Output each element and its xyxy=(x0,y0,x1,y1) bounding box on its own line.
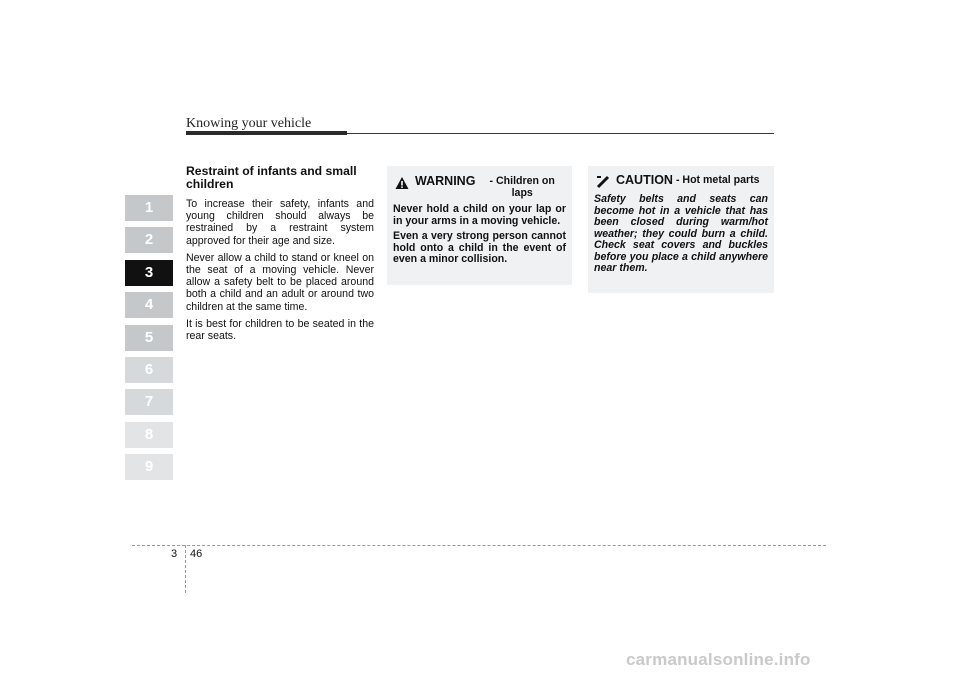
footer-divider xyxy=(185,545,186,593)
chapter-tab-9[interactable]: 9 xyxy=(125,454,173,480)
chapter-tab-7[interactable]: 7 xyxy=(125,389,173,415)
caution-box xyxy=(588,166,774,293)
warning-paragraph-1: Never hold a child on your lap or in your arms in a moving vehicle. xyxy=(393,203,566,227)
header-title: Knowing your vehicle xyxy=(186,116,312,131)
warning-paragraph-2: Even a very strong person cannot hold onto a child in the event of even a minor collision. xyxy=(393,230,566,265)
header-accent-bar xyxy=(186,131,347,135)
caution-subtitle: - Hot metal parts xyxy=(675,174,760,186)
chapter-tab-3[interactable]: 3 xyxy=(125,260,173,286)
caution-slash-icon xyxy=(596,175,610,189)
footer-page-number: 46 xyxy=(190,548,203,560)
chapter-tab-6[interactable]: 6 xyxy=(125,357,173,383)
footer-rule xyxy=(132,545,826,546)
section-paragraph-2: Never allow a child to stand or kneel on the seat of a moving vehicle. Never allow a safety belt to be placed around both a child and an adult or around two children at the same time. xyxy=(186,251,374,313)
warning-header xyxy=(393,174,566,199)
header-rule xyxy=(347,133,774,134)
section-heading: Restraint of infants and small children xyxy=(186,164,357,191)
section-paragraph-3: It is best for children to be seated in the rear seats. xyxy=(186,317,374,343)
chapter-tab-4[interactable]: 4 xyxy=(125,292,173,318)
section-paragraph-1: To increase their safety, infants and young children should always be restrained by a restraint system approved for their age and size. xyxy=(186,198,374,247)
chapter-tab-8[interactable]: 8 xyxy=(125,422,173,448)
caution-header xyxy=(594,173,768,189)
footer-chapter-number: 3 xyxy=(171,548,178,560)
chapter-tab-1[interactable]: 1 xyxy=(125,195,173,221)
warning-box xyxy=(387,166,572,285)
chapter-tab-2[interactable]: 2 xyxy=(125,227,173,253)
chapter-tab-5[interactable]: 5 xyxy=(125,325,173,351)
section-restraint xyxy=(186,165,374,347)
warning-triangle-icon xyxy=(395,176,409,190)
chapter-tabs xyxy=(125,195,173,487)
caution-paragraph-1: Safety belts and seats can become hot in a vehicle that has been closed during warm/hot weather; they could burn a child. Check seat covers and buckles before you place a child anywhere near them. xyxy=(594,193,768,274)
watermark: carmanualsonline.info xyxy=(626,650,811,669)
warning-subtitle: - Children on laps xyxy=(489,175,555,199)
warning-label: WARNING xyxy=(415,174,476,188)
caution-label: CAUTION xyxy=(616,173,673,187)
